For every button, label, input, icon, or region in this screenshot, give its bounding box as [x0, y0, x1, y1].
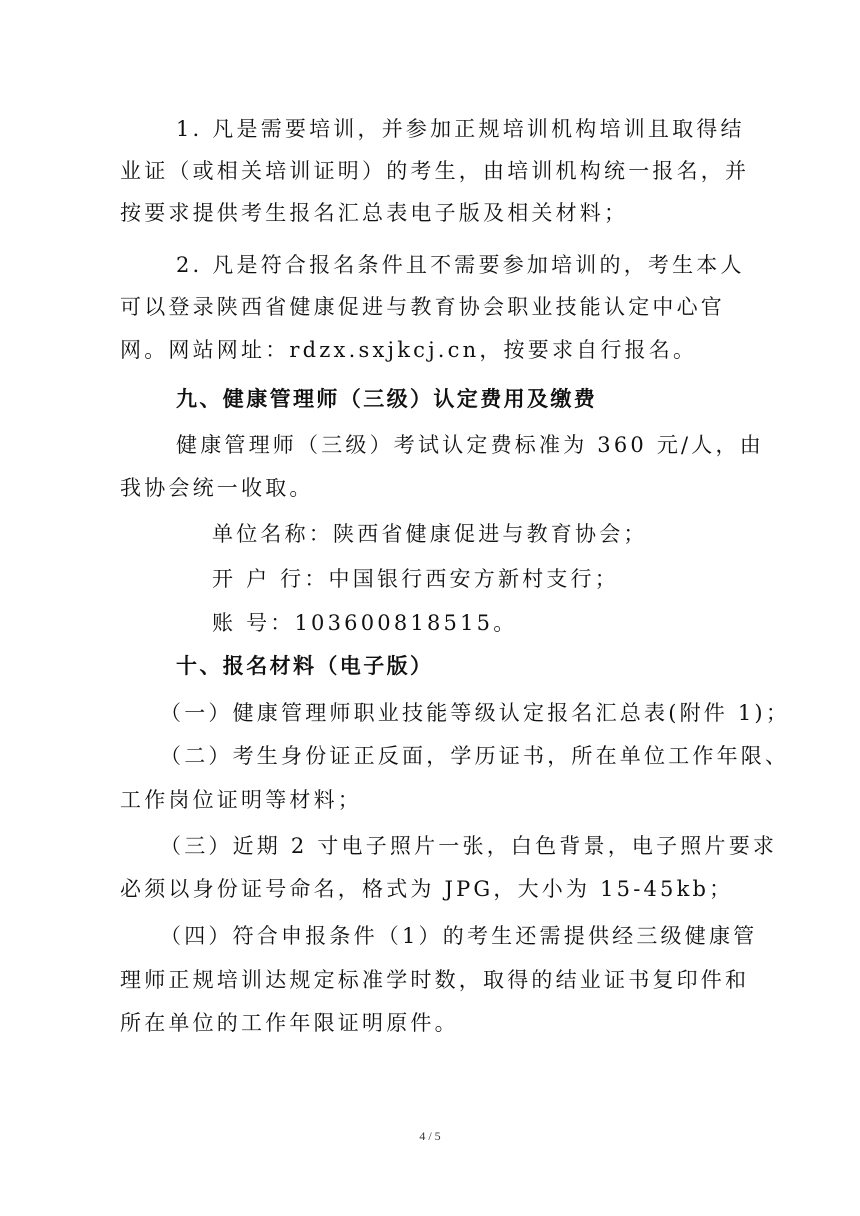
- fee-paragraph-line-1: 健康管理师（三级）考试认定费标准为 360 元/人，由: [176, 433, 764, 457]
- bank-branch: 开 户 行：中国银行西安方新村支行；: [212, 567, 619, 591]
- materials-item-2-line-2: 工作岗位证明等材料；: [120, 788, 362, 812]
- materials-item-3-line-1: （三）近期 2 寸电子照片一张，白色背景，电子照片要求: [160, 834, 778, 858]
- paragraph-1-line-2: 业证（或相关培训证明）的考生，由培训机构统一报名，并: [120, 159, 750, 183]
- paragraph-2-line-1: 2. 凡是符合报名条件且不需要参加培训的，考生本人: [176, 253, 745, 277]
- materials-item-1: （一）健康管理师职业技能等级认定报名汇总表(附件 1)；: [160, 701, 791, 725]
- section-heading-fees: 九、健康管理师（三级）认定费用及缴费: [176, 387, 598, 411]
- materials-item-2-line-1: （二）考生身份证正反面，学历证书，所在单位工作年限、: [160, 744, 790, 768]
- paragraph-1-line-3: 按要求提供考生报名汇总表电子版及相关材料；: [120, 201, 629, 225]
- paragraph-2-line-2: 可以登录陕西省健康促进与教育协会职业技能认定中心官: [120, 295, 725, 319]
- materials-item-3-line-2: 必须以身份证号命名，格式为 JPG，大小为 15-45kb；: [120, 877, 734, 901]
- fee-paragraph-line-2: 我协会统一收取。: [120, 476, 314, 500]
- page-number: 4 / 5: [419, 1129, 441, 1143]
- materials-item-4-line-1: （四）符合申报条件（1）的考生还需提供经三级健康管: [160, 924, 758, 948]
- bank-account: 账 号：103600818515。: [212, 611, 518, 635]
- materials-item-4-line-2: 理师正规培训达规定标准学时数，取得的结业证书复印件和: [120, 968, 750, 992]
- paragraph-1-line-1: 1. 凡是需要培训，并参加正规培训机构培训且取得结: [176, 117, 745, 141]
- bank-unit-name: 单位名称：陕西省健康促进与教育协会；: [212, 522, 648, 546]
- section-heading-materials: 十、报名材料（电子版）: [176, 654, 434, 678]
- materials-item-4-line-3: 所在单位的工作年限证明原件。: [120, 1011, 459, 1035]
- paragraph-2-line-3: 网。网站网址：rdzx.sxjkcj.cn，按要求自行报名。: [120, 338, 698, 362]
